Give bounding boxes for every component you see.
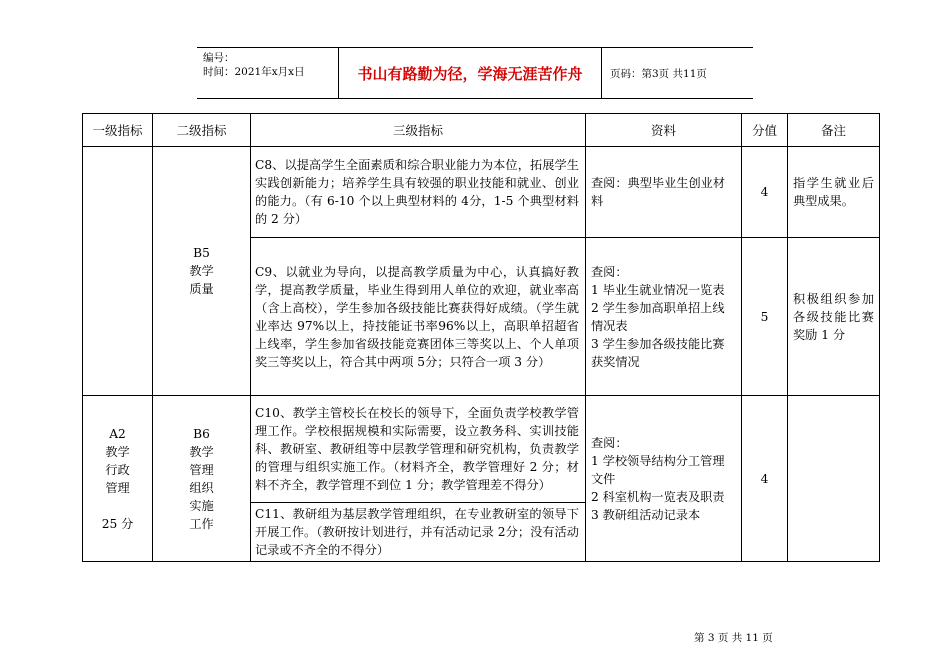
score-cell: 5 bbox=[742, 238, 788, 396]
level1-cell-empty bbox=[83, 147, 153, 396]
remarks-cell: 指学生就业后典型成果。 bbox=[788, 147, 880, 238]
header-page-code: 页码：第3页 共11页 bbox=[610, 67, 707, 80]
number-label: 编号： bbox=[203, 52, 235, 64]
score-cell: 4 bbox=[742, 147, 788, 238]
table-header-row bbox=[83, 114, 880, 147]
column-header-remarks: 备注 bbox=[788, 114, 880, 147]
score-cell: 4 bbox=[742, 396, 788, 562]
remarks-cell bbox=[788, 396, 880, 562]
level2-cell-b6: B6 教学 管理 组织 实施 工作 bbox=[153, 396, 251, 562]
column-header-score: 分值 bbox=[742, 114, 788, 147]
footer-page-number: 第 3 页 共 11 页 bbox=[694, 632, 773, 644]
time-label: 时间：2021年x月x日 bbox=[203, 66, 305, 78]
level3-cell: C10、教学主管校长在校长的领导下，全面负责学校教学管理工作。学校根据规模和实际需要，设立教务科、实训技能科、教研室、教研组等中层教学管理和研究机构，负责教学的管理与组织实施工作。（材料齐全，教学管理好 2 分；材料不齐全，教学管理不到位 1 分；教学管理差不得分） bbox=[251, 396, 586, 503]
level3-cell: C11、教研组为基层教学管理组织，在专业教研室的领导下开展工作。（教研按计划进行，并有活动记录 2分；没有活动记录或不齐全的不得分） bbox=[251, 503, 586, 562]
page-header bbox=[197, 47, 753, 99]
level3-cell: C8、以提高学生全面素质和综合职业能力为本位，拓展学生实践创新能力；培养学生具有较强的职业技能和就业、创业的能力。（有 6-10 个以上典型材料的 4分，1-5 个典型材料的 2 分） bbox=[251, 147, 586, 238]
column-header-level3: 三级指标 bbox=[251, 114, 586, 147]
materials-cell: 查阅： 1 学校领导结构分工管理文件 2 科室机构一览表及职责 3 教研组活动记录本 bbox=[586, 396, 742, 562]
remarks-cell: 积极组织参加各级技能比赛奖励 1 分 bbox=[788, 238, 880, 396]
column-header-materials: 资料 bbox=[586, 114, 742, 147]
indicator-table bbox=[82, 113, 880, 562]
header-info bbox=[197, 48, 338, 98]
column-header-level2: 二级指标 bbox=[153, 114, 251, 147]
level3-cell: C9、以就业为导向，以提高教学质量为中心，认真搞好教学，提高教学质量，毕业生得到用人单位的欢迎，就业率高（含上高校），学生参加各级技能比赛获得好成绩。（学生就业率达 97%以上，持技能证书率96%以上，高职单招超省上线率，学生参加省级技能竞赛团体三等奖以上、个人单项奖三等奖以上，符合其中两项 5分；只符合一项 3 分） bbox=[251, 238, 586, 396]
materials-cell: 查阅：典型毕业生创业材料 bbox=[586, 147, 742, 238]
level1-cell-a2: A2 教学 行政 管理 25 分 bbox=[83, 396, 153, 562]
column-header-level1: 一级指标 bbox=[83, 114, 153, 147]
level2-cell-b5: B5 教学 质量 bbox=[153, 147, 251, 396]
table-row bbox=[83, 147, 880, 238]
table-row bbox=[83, 396, 880, 503]
materials-cell: 查阅： 1 毕业生就业情况一览表 2 学生参加高职单招上线情况表 3 学生参加各级技能比赛获奖情况 bbox=[586, 238, 742, 396]
header-motto: 书山有路勤为径，学海无涯苦作舟 bbox=[338, 48, 602, 98]
